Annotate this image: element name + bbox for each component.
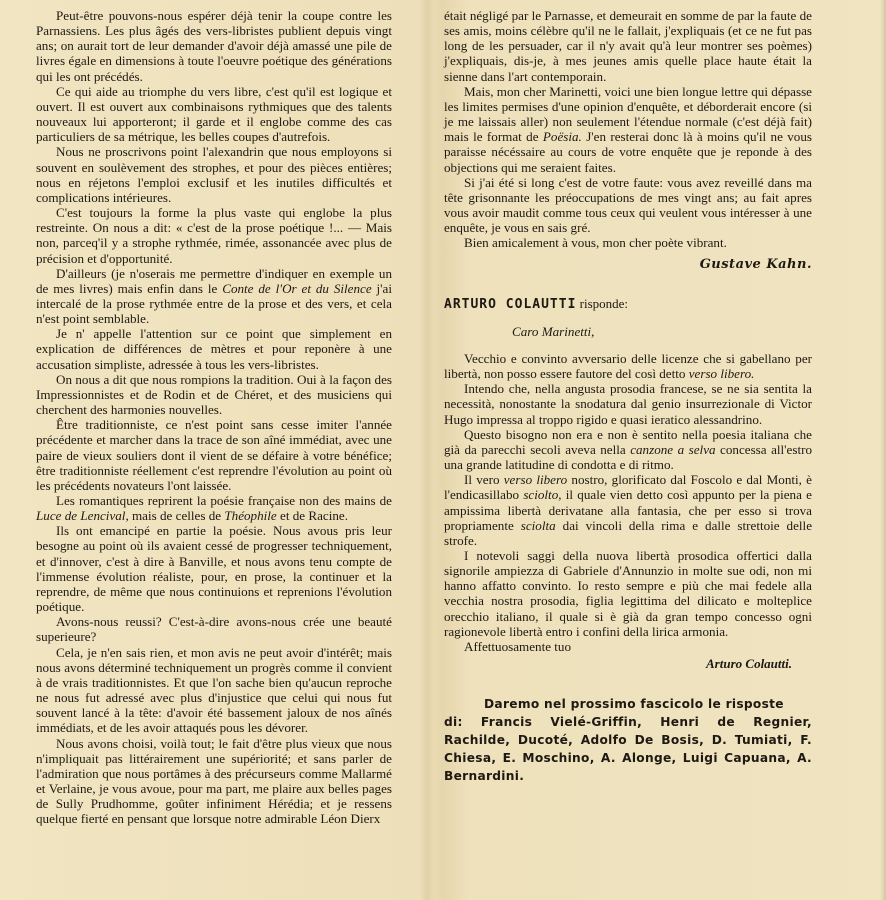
announcement-contributors: di: Francis Vielé-Griffin, Henri de Regnier, Rachilde, Ducoté, Adolfo De Bosis, D. Tumiati, F. Chiesa, E. Moschino, A. Alonge, Luigi Capuana, A. Bernardini.	[444, 715, 812, 784]
text-run: et de Racine.	[276, 508, 348, 524]
paragraph: Avons-nous reussi? C'est-à-dire avons-nous crée une beauté superieure?	[36, 614, 392, 645]
name-reference: Luce de Lencival	[36, 508, 126, 524]
announcement-first-line: Daremo nel prossimo fascicolo le risposte	[484, 697, 784, 712]
text-run: dai vincoli della rima e dalle strettoie delle strofe.	[444, 517, 813, 548]
paragraph: C'est toujours la forme la plus vaste qui englobe la plus restreinte. On nous a dit: « c'est de la prose poétique !... — Mais non, parceq'il y a strophe rythmée, rimée, assonancée avec plus de précision et d'opportunité.	[36, 205, 392, 266]
paragraph: Je n' appelle l'attention sur ce point que simplement en explication de différences de mètres et pour reponère à une accusation simpliste, adressée à tous les vers-libristes.	[36, 326, 392, 372]
heading-suffix: risponde:	[576, 295, 629, 311]
paragraph: Ils ont emancipé en partie la poésie. Nous avous pris leur besogne au point où ils avaient cessé de progresser techniquement, et d'innover, c'est à dire à Banville, et nous avons tenu compte de l'immense évolution réaliste, pour, en prose, la continuer et la reprendre, de même que nous continuions et reprenions l'évolution poétique.	[36, 523, 392, 615]
text-run: , mais de celles de	[125, 508, 225, 524]
book-title: Conte de l'Or et du Silence	[222, 280, 372, 296]
paragraph	[444, 427, 812, 472]
text-run: concessa all'estro una grande latitudine di condotta e di ritmo.	[444, 441, 812, 473]
paragraph: Si j'ai été si long c'est de votre faute: vous avez reveillé dans ma tête grisonnante les préoccupations de mes vingt ans; au fait apres vous avoir maudit comme tous ceux qui veulent vous intéresser à une enquête, je vous en sais gré.	[444, 174, 812, 236]
paragraph: On nous a dit que nous rompions la tradition. Oui à la façon des Impressionnistes et de Rodin et de Chéret, et des musiciens qui cherchent des harmonies nouvelles.	[36, 371, 392, 418]
signature-kahn: Gustave Kahn.	[699, 256, 812, 272]
text-run: Il vero	[464, 472, 504, 488]
text-run: Mais, mon cher Marinetti, voici une bien longue lettre qui dépasse les limites permises d'une opinion d'enquête, et déborderait encore (si je me laissais aller) non seulement l'étendue normale (c'est déjà fait) mais le format de	[444, 83, 812, 145]
term: sciolta	[520, 517, 556, 533]
paragraph: Être traditionniste, ce n'est point sans cesse imiter l'année précédente et marcher dans la trace de son aîné immédiat, avec une paire de vieux souliers dont il vient de se défaire à votre bénéfice; être traditionniste réellement c'est reprendre l'évolution au point où les précédents novateurs l'ont laissée.	[36, 417, 392, 493]
section-heading	[444, 296, 812, 312]
text-run: D'ailleurs (je n'oserais me permettre d'indiquer en exemple un de mes livres) mais enfin dans le	[36, 265, 392, 296]
paragraph: Ce qui aide au triomphe du vers libre, c'est qu'il est logique et ouvert. Il est ouvert aux combinaisons rythmiques que des talents nouveaux lui apporteront; il garde et il englobe comme des cas particuliers de sa métrique, les belles coupes d'autrefois.	[36, 83, 392, 145]
page-edge-shadow	[880, 0, 886, 900]
right-page-column	[444, 8, 812, 785]
paragraph: I notevoli saggi della nuova libertà prosodica offertici dalla signorile ampiezza di Gabriele d'Annunzio in molte sue odi, non mi hanno affatto convinto. Io resto sempre e più che mai fedele alla vecchia nostra prosodia, figlia legittima del dilicato e molteplice orecchio italiano, il quale si è già da gran tempo concesso ogni ragionevole libertà entro i confini della lirica armonia.	[444, 548, 812, 639]
text-run: Questo bisogno non era e non è sentito nella poesia italiana che già da parecchi secoli aveva nella	[444, 426, 812, 457]
text-run: Les romantiques reprirent la poésie française non des mains de	[56, 493, 392, 508]
paragraph: Cela, je n'en sais rien, et mon avis ne peut avoir d'intérêt; mais nous avons déterminé techniquement un progrès comme il convient à de vrais traditionnistes. Et que l'on sache bien qu'aucun reproche ne nous fut adressé avec plus d'injustice que celui qui nous fut souvent lancé à la tête: d'avoir été bassement jaloux de nos aînés immédiats, et de les avoir attaqués pous les dévorer.	[36, 644, 392, 736]
page-gutter	[420, 0, 434, 900]
paragraph	[36, 493, 392, 523]
paragraph: Nous avons choisi, voilà tout; le fait d'être plus vieux que nous n'impliquait pas littérairement une supériorité; et sans parler de l'admiration que nous portâmes à des précurseurs comme Mallarmé et Verlaine, je vous avoue, pour ma part, me plaire aux belles pages de Sully Prudhomme, goûter infiniment Hérédia; et je ressens quelque fierté en pensant que lorsque notre admirable Léon Dierx	[36, 735, 392, 827]
text-run: , il quale vien detto così appunto per la piena e ampissima libertà derivatane alla fantasia, che per esso si trova propriamente	[444, 487, 812, 533]
text-run: j'ai intercalé de la prose rythmée entre de la prose et des vers, et cela n'est point semblable.	[36, 280, 392, 327]
text-run: Vecchio e convinto avversario delle licenze che si gabellano per libertà, non posso essere fautore del così detto	[444, 350, 812, 382]
paragraph: Bien amicalement à vous, mon cher poète vibrant.	[464, 235, 727, 251]
salutation: Caro Marinetti,	[512, 323, 595, 339]
paragraph: Peut-être pouvons-nous espérer déjà tenir la coupe contre les Parnassiens. Les plus âgés des vers-libristes publient depuis vingt ans; on aurait tort de leur demander d'avoir déjà amassé une pile de livres égale en dimensions à toute l'oeuvre poétique des générations qui les ont précédés.	[36, 8, 392, 84]
closing: Affettuosamente tuo	[464, 638, 572, 654]
paragraph	[36, 266, 392, 327]
left-page-column	[36, 8, 392, 826]
term: canzone a selva	[630, 441, 716, 457]
paragraph	[444, 84, 812, 175]
text-run: nostro, glorificato dal Foscolo e dal Monti, è l'endicasillabo	[444, 472, 812, 503]
signature-colautti: Arturo Colautti.	[706, 656, 792, 672]
paragraph	[444, 472, 812, 548]
paragraph: Nous ne proscrivons point l'alexandrin que nous employons si souvent en soulèvement des strophes, et pour des pièces entières; nous en réjetons l'emploi exclusif et les inutiles difficultés et complications intérieures.	[36, 144, 392, 205]
term: verso libero	[503, 472, 568, 488]
paragraph: était négligé par le Parnasse, et demeurait en somme de par la faute de ses amis, moins célèbre qu'il ne le fallait, j'expliquais (et ce ne fut pas long de les persuader, car il n'y avait qu'à leur montrer ses poèmes) j'expliquais, dis-je, à mes jeunes amis quelle place haute était la sienne dans l'art contemporain.	[444, 8, 812, 84]
text-run: J'en resterai donc là à moins qu'il ne vous paraisse nécéssaire au cours de votre enquête que je reponde à des objections qui me seraient faites.	[444, 129, 812, 175]
name-reference: Théophile	[224, 508, 277, 524]
author-name: ARTURO COLAUTTI	[444, 296, 577, 312]
journal-title: Poësia.	[542, 129, 582, 145]
paragraph	[444, 351, 812, 381]
paragraph: Intendo che, nella angusta prosodia francese, se ne sia sentita la necessità, nonostante la snodatura dal genio insurrezionale di Victor Hugo impressa al troppo rigido e quasi ieratico alessandrino.	[444, 381, 812, 427]
next-issue-announcement	[444, 695, 812, 785]
term: sciolto	[523, 487, 559, 503]
term: verso libero.	[688, 366, 755, 382]
